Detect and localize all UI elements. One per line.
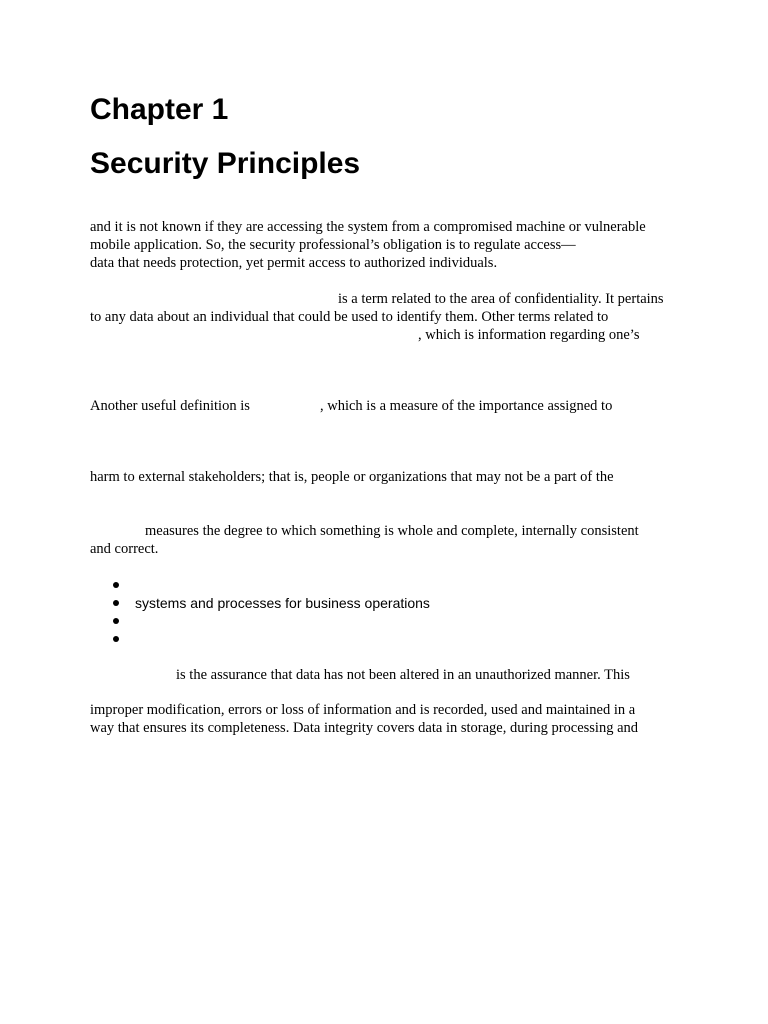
paragraph-2-line-3: , which is information regarding one’s xyxy=(418,327,640,343)
paragraph-1-line-1: and it is not known if they are accessing the system from a compromised machine or vulnerable xyxy=(90,219,646,235)
paragraph-7-line-1: improper modification, errors or loss of information and is recorded, used and maintained in a xyxy=(90,702,636,718)
paragraph-3-part-1: Another useful definition is xyxy=(90,398,250,414)
chapter-label: Chapter 1 xyxy=(90,93,229,126)
paragraph-4-line-1: harm to external stakeholders; that is, people or organizations that may not be a part of the xyxy=(90,469,614,485)
bullet-marker xyxy=(113,582,119,588)
chapter-title: Security Principles xyxy=(90,147,361,180)
paragraph-5-line-2: and correct. xyxy=(90,541,159,557)
bullet-marker xyxy=(113,636,119,642)
paragraph-3-part-2: , which is a measure of the importance assigned to xyxy=(320,398,613,414)
bullet-marker xyxy=(113,600,119,606)
paragraph-5-line-1: measures the degree to which something is whole and complete, internally consistent xyxy=(145,523,639,539)
bullet-item: systems and processes for business operations xyxy=(135,595,430,611)
bullet-marker xyxy=(113,618,119,624)
paragraph-2-line-2: to any data about an individual that could be used to identify them. Other terms related to xyxy=(90,309,609,325)
paragraph-6-line-1: is the assurance that data has not been altered in an unauthorized manner. This xyxy=(176,667,630,683)
paragraph-1-line-3: data that needs protection, yet permit access to authorized individuals. xyxy=(90,255,498,271)
paragraph-1-line-2: mobile application. So, the security professional’s obligation is to regulate access— xyxy=(90,237,576,253)
paragraph-2-line-1: is a term related to the area of confidentiality. It pertains xyxy=(338,291,664,307)
paragraph-7-line-2: way that ensures its completeness. Data integrity covers data in storage, during processing and xyxy=(90,720,639,736)
